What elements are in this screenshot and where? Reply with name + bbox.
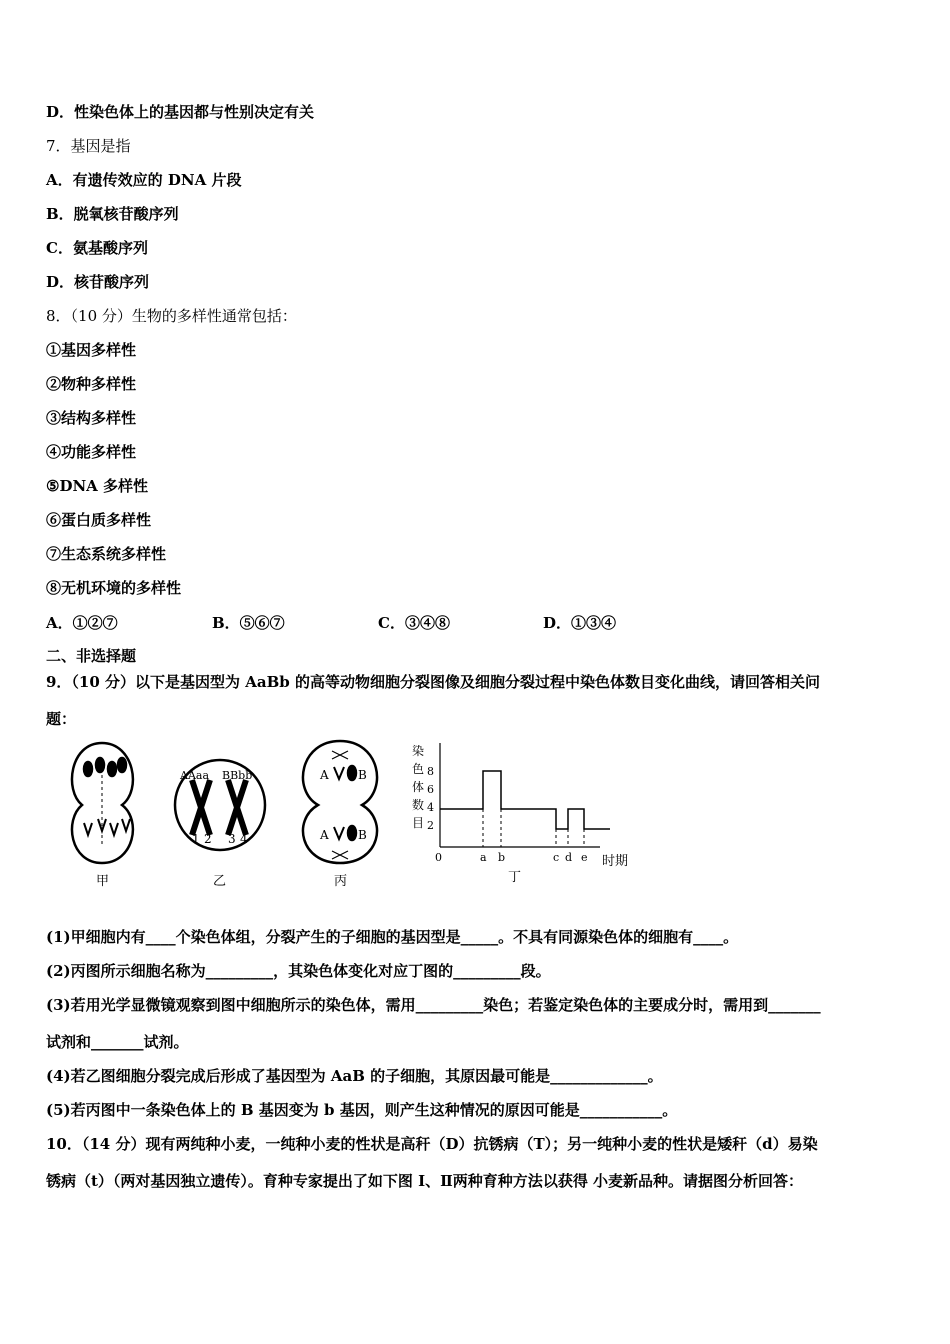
ylabel-char-1: 染: [412, 744, 425, 758]
q8-item-7: ⑦生态系统多样性: [46, 545, 167, 563]
section-title: 二、非选择题: [46, 647, 137, 665]
q8-stem: 8．（10 分）生物的多样性通常包括：: [46, 307, 297, 325]
ytick-8: 8: [427, 765, 434, 778]
yi-genes-left: AAaa: [180, 769, 210, 782]
bing-gene-3: A: [320, 828, 329, 842]
q8-item-3: ③结构多样性: [46, 409, 137, 427]
xtick-e: e: [581, 851, 588, 864]
q9-sub-2: (2)丙图所示细胞名称为_________，其染色体变化对应丁图的_________段。: [46, 962, 551, 980]
q9-sub-4: (4)若乙图细胞分裂完成后形成了基因型为 AaB 的子细胞，其原因最可能是_____________。: [46, 1067, 663, 1085]
yi-num-2: 2: [204, 832, 212, 846]
ylabel-char-3: 体: [412, 780, 425, 794]
q9-sub-1: (1)甲细胞内有____个染色体组，分裂产生的子细胞的基因型是_____。不具有同源染色体的细胞有____。: [46, 928, 739, 946]
ytick-6: 6: [427, 783, 434, 796]
q9-sub-5: (5)若丙图中一条染色体上的 B 基因变为 b 基因，则产生这种情况的原因可能是___________。: [46, 1101, 678, 1119]
yi-num-4: 4: [240, 832, 248, 846]
caption-bing: 丙: [334, 874, 348, 889]
q8-item-8: ⑧无机环境的多样性: [46, 579, 182, 597]
q7-stem: 7．基因是指: [46, 137, 131, 155]
q8-option-b: B．⑤⑥⑦: [212, 614, 285, 632]
q8-option-a: A．①②⑦: [46, 614, 118, 632]
q9-sub-3-cont: 试剂和_______试剂。: [46, 1033, 189, 1051]
q6-option-d: D．性染色体上的基因都与性别决定有关: [46, 103, 315, 121]
yi-genes-right: BBbb: [222, 769, 253, 782]
q8-item-1: ①基因多样性: [46, 341, 137, 359]
yi-num-1: 1: [192, 832, 200, 846]
bing-gene-4: B: [358, 828, 367, 842]
xtick-d: d: [565, 851, 573, 864]
bing-gene-2: B: [358, 768, 367, 782]
caption-yi: 乙: [213, 874, 227, 889]
q7-option-b: B．脱氧核苷酸序列: [46, 205, 179, 223]
q7-option-c: C．氨基酸序列: [46, 239, 148, 257]
q8-option-d: D．①③④: [543, 614, 617, 632]
ytick-2: 2: [427, 819, 434, 832]
q7-option-d: D．核苷酸序列: [46, 273, 150, 291]
chart-ding: [412, 743, 628, 869]
q9-stem-line2: 题：: [46, 710, 77, 728]
cell-yi: [175, 760, 265, 850]
q8-item-4: ④功能多样性: [46, 443, 137, 461]
xtick-c: c: [553, 851, 560, 864]
ytick-4: 4: [427, 801, 434, 814]
q8-item-6: ⑥蛋白质多样性: [46, 511, 152, 529]
q8-option-c: C．③④⑧: [378, 614, 450, 632]
q9-sub-3: (3)若用光学显微镜观察到图中细胞所示的染色体，需用_________染色；若鉴定染色体的主要成分时，需用到_______: [46, 996, 821, 1014]
q9-figure: [60, 735, 640, 897]
xtick-0: 0: [435, 851, 442, 864]
ylabel-char-4: 数: [412, 798, 425, 812]
xtick-b: b: [498, 851, 506, 864]
caption-ding: 丁: [508, 870, 522, 885]
q8-item-2: ②物种多样性: [46, 375, 137, 393]
q10-line2: 锈病（t）（两对基因独立遗传）。育种专家提出了如下图 I、Ⅱ两种育种方法以获得 小麦新品种。请据图分析回答：: [46, 1172, 804, 1190]
cell-bing: [303, 741, 377, 863]
q8-item-5: ⑤DNA 多样性: [46, 477, 149, 495]
q9-figure-svg: [60, 735, 640, 893]
ylabel-char-2: 色: [412, 762, 425, 776]
xlabel: 时期: [602, 854, 629, 869]
bing-gene-1: A: [320, 768, 329, 782]
yi-num-3: 3: [228, 832, 236, 846]
q9-stem-line1: 9．（10 分）以下是基因型为 AaBb 的高等动物细胞分裂图像及细胞分裂过程中染色体数目变化曲线，请回答相关问: [46, 673, 821, 691]
ylabel-char-5: 目: [412, 816, 425, 830]
caption-jia: 甲: [96, 874, 110, 889]
q10-line1: 10．（14 分）现有两纯种小麦，一纯种小麦的性状是高秆（D）抗锈病（T）；另一纯种小麦的性状是矮秆（d）易染: [46, 1135, 818, 1153]
xtick-a: a: [480, 851, 487, 864]
q7-option-a: A．有遗传效应的 DNA 片段: [46, 171, 242, 189]
cell-jia: [72, 743, 133, 863]
